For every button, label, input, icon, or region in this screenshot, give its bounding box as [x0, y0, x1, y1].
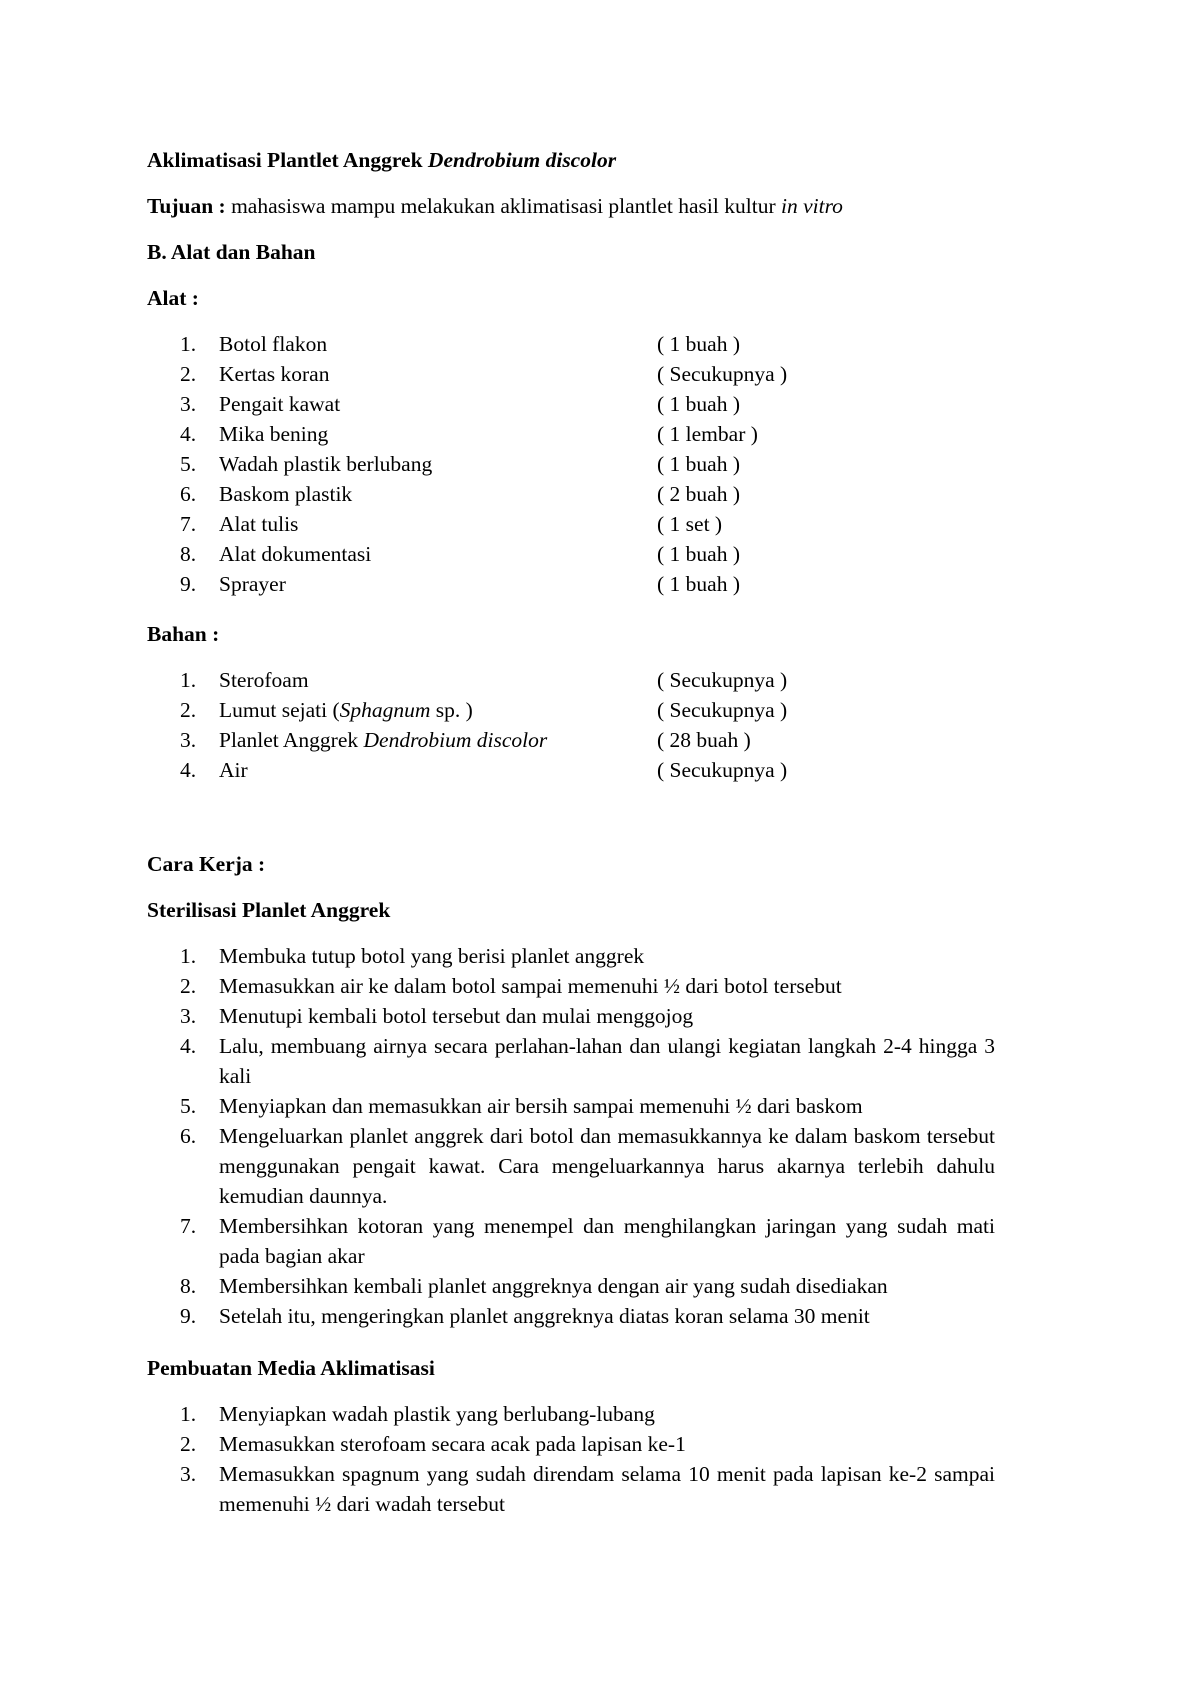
media-heading: Pembuatan Media Aklimatisasi [147, 1356, 435, 1380]
list-item: 8. Membersihkan kembali planlet anggreknya dengan air yang sudah disediakan [180, 1274, 888, 1298]
list-item: 2. Lumut sejati (Sphagnum sp. ) ( Secukupnya ) [180, 698, 788, 722]
list-item: 4. Mika bening ( 1 lembar ) [180, 422, 758, 446]
list-item: 4. Lalu, membuang airnya secara perlahan-lahan dan ulangi kegiatan langkah 2-4 hingga 3 kali [180, 1034, 995, 1088]
tujuan-line [147, 191, 1067, 221]
list-item: 3. Menutupi kembali botol tersebut dan mulai menggojog [180, 1004, 694, 1028]
list-item: 9. Setelah itu, mengeringkan planlet anggreknya diatas koran selama 30 menit [180, 1304, 870, 1328]
cara-kerja-heading: Cara Kerja : [147, 852, 266, 876]
sterilisasi-heading: Sterilisasi Planlet Anggrek [147, 898, 391, 922]
list-item: 6. Mengeluarkan planlet anggrek dari botol dan memasukkannya ke dalam baskom tersebut menggunakan pengait kawat. Cara mengeluarkannya harus akarnya terlebih dahulu kemudian daunnya. [180, 1124, 995, 1208]
alat-list [147, 329, 1067, 599]
list-item: 5. Wadah plastik berlubang ( 1 buah ) [180, 452, 740, 476]
alat-heading: Alat : [147, 286, 199, 310]
tujuan-label: Tujuan : [147, 194, 226, 218]
tujuan-text: mahasiswa mampu melakukan aklimatisasi plantlet hasil kultur [225, 194, 781, 218]
list-item: 8. Alat dokumentasi ( 1 buah ) [180, 542, 740, 566]
section-heading-alat-bahan: B. Alat dan Bahan [147, 240, 316, 264]
list-item: 4. Air ( Secukupnya ) [180, 758, 788, 782]
media-list [147, 1399, 995, 1519]
list-item: 2. Kertas koran ( Secukupnya ) [180, 362, 788, 386]
list-item: 2. Memasukkan sterofoam secara acak pada lapisan ke-1 [180, 1432, 686, 1456]
document-title: Aklimatisasi Plantlet Anggrek Dendrobium discolor [147, 148, 617, 172]
list-item: 1. Sterofoam ( Secukupnya ) [180, 668, 788, 692]
list-item: 1. Botol flakon ( 1 buah ) [180, 332, 740, 356]
list-item: 9. Sprayer ( 1 buah ) [180, 572, 740, 596]
tujuan-italic: in vitro [780, 194, 843, 218]
list-item: 3. Pengait kawat ( 1 buah ) [180, 392, 740, 416]
list-item: 7. Membersihkan kotoran yang menempel dan menghilangkan jaringan yang sudah mati pada bagian akar [180, 1214, 995, 1268]
list-item: 7. Alat tulis ( 1 set ) [180, 512, 723, 536]
list-item: 1. Menyiapkan wadah plastik yang berlubang-lubang [180, 1402, 655, 1426]
bahan-list [147, 665, 1067, 785]
sterilisasi-list [147, 941, 995, 1331]
list-item: 2. Memasukkan air ke dalam botol sampai memenuhi ½ dari botol tersebut [180, 974, 842, 998]
list-item: 3. Memasukkan spagnum yang sudah direndam selama 10 menit pada lapisan ke-2 sampai memenuhi ½ dari wadah tersebut [180, 1462, 995, 1516]
list-item: 6. Baskom plastik ( 2 buah ) [180, 482, 740, 506]
list-item: 1. Membuka tutup botol yang berisi planlet anggrek [180, 944, 645, 968]
list-item: 5. Menyiapkan dan memasukkan air bersih sampai memenuhi ½ dari baskom [180, 1094, 863, 1118]
list-item: 3. Planlet Anggrek Dendrobium discolor ( 28 buah ) [180, 728, 751, 752]
bahan-heading: Bahan : [147, 622, 220, 646]
